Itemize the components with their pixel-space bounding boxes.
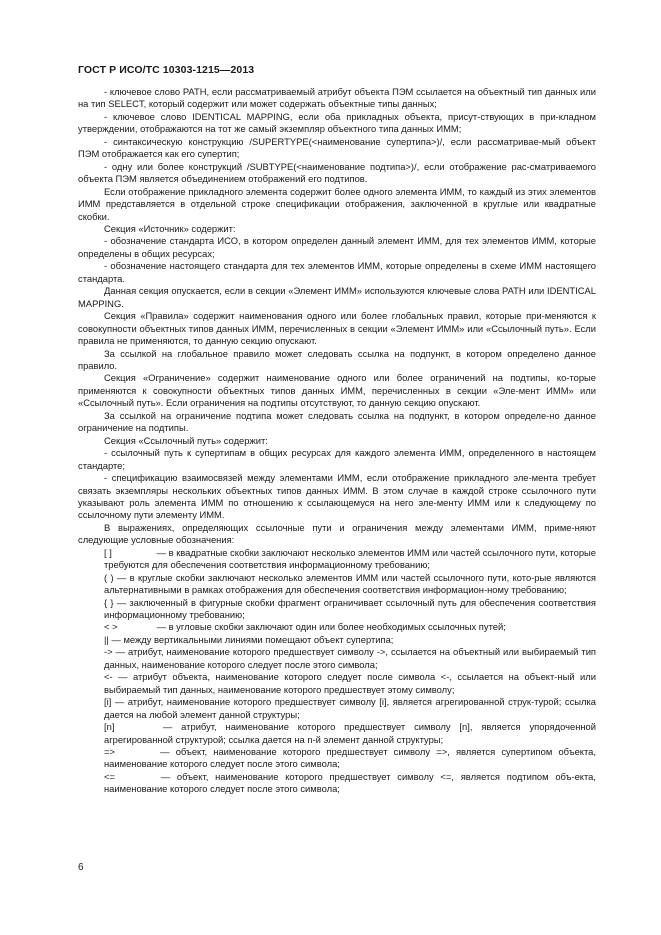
notation-text: — в круглые скобки заключают несколько элементов ИММ или частей ссылочного пути, кото-рые являются альтернативными в рамках отображения для обеспечения соответствия информацион-ному требованию; (104, 571, 596, 596)
paragraph: - обозначение настоящего стандарта для тех элементов ИММ, которые определены в схеме ИММ настоящего стандарта. (78, 260, 596, 284)
notation-row (78, 771, 596, 796)
page-header: ГОСТ Р ИСО/ТС 10303-1215—2013 (78, 64, 255, 76)
paragraph: Данная секция опускается, если в секции «Элемент ИММ» используются ключевые слова PATH или IDENTICAL MAPPING. (78, 285, 596, 309)
document-body (78, 86, 596, 796)
notation-text: — атрибут, наименование которого предшествует символу ->, ссылается на объектный или выбираемый тип данных, наименование которого следует после этого символа; (104, 646, 597, 670)
paragraph: Секция «Ссылочный путь» содержит: (104, 434, 268, 446)
notation-row (78, 634, 596, 646)
notation-text: — объект, наименование которого предшествует символу =>, является супертипом объекта, наименование которого следует после этого символа; (104, 746, 597, 770)
notation-symbol: <- (104, 671, 113, 683)
notation-symbol: <= (104, 770, 115, 782)
paragraph: - ссылочный путь к супертипам в общих ресурсах для каждого элемента ИММ, определенного в настоящем стандарте; (78, 447, 596, 471)
paragraph: - ключевое слово PATH, если рассматриваемый атрибут объекта ПЭМ ссылается на объектный тип данных или на тип SELECT, который содержит или может содержать объектные типы данных; (78, 86, 596, 110)
notation-text: — заключенный в фигурные скобки фрагмент ограничивает ссылочный путь для обеспечения соответствия информационному требованию; (104, 596, 597, 621)
notation-text: — объект, наименование которого предшествует символу <=, является подтипом объ-екта, наименование которого следует после этого символа; (104, 770, 596, 795)
notation-row (78, 721, 596, 746)
notation-symbol: [n] (104, 721, 115, 733)
notation-text: — атрибут, наименование которого предшествует символу [i], является агрегированной струк-турой; ссылка дается на любой элемент данной структуры; (104, 696, 596, 720)
paragraph: Секция «Правила» содержит наименования одного или более глобальных правил, которые при-меняются к совокупности объектных типов данных ИММ, перечисленных в секции «Элемент ИММ» или «Ссылочный путь». Если правила не применяются, то данную секцию опускают. (78, 310, 596, 347)
notation-row (78, 696, 596, 721)
paragraph: - спецификацию взаимосвязей между элементами ИММ, если отображение прикладного эле-мента требует связать экземпляры нескольких объектных типов данных ИММ. В этом случае в каждой строке ссылочного пути указывают роль элемента ИММ по отношению к ссылающемуся на него эле-менту ИММ или к следующему по ссылочному пути элементу ИММ. (78, 472, 596, 521)
notation-row (78, 547, 596, 572)
notation-row (78, 597, 596, 622)
paragraph: Секция «Источник» содержит: (104, 222, 236, 234)
paragraph: - синтаксическую конструкцию /SUPERTYPE(<наименование супертипа>)/, если рассматривае-мый объект ПЭМ отображается как его супертип; (78, 135, 596, 160)
notation-row (78, 746, 596, 771)
notation-symbol: [i] (104, 696, 112, 708)
notation-row (78, 572, 596, 597)
notation-text: — между вертикальными линиями помещают объект супертипа; (111, 633, 394, 645)
notation-text: — атрибут, наименование которого предшествует символу [n], является упорядоченной агрегированной структурой; ссылка дается на n-й элемент данной структуры; (104, 721, 597, 745)
notation-symbol: ( ) (104, 571, 114, 583)
notation-symbol: < > (104, 621, 118, 633)
notation-row (78, 646, 596, 671)
notation-text: — в угловые скобки заключают один или более необходимых ссылочных путей; (156, 621, 506, 633)
paragraph: Секция «Ограничение» содержит наименование одного или более ограничений на подтипы, ко-торые применяются к совокупности объектных типов данных ИММ, перечисленных в секции «Эле-мент ИММ» или «Ссылочный путь». Если ограничения на подтипы отсутствуют, то данную секцию опускают. (78, 372, 596, 409)
notation-symbol: { } (104, 596, 114, 608)
paragraph: Если отображение прикладного элемента содержит более одного элемента ИММ, то каждый из этих элементов ИММ представляется в отдельной строке спецификации отображения, заключенной в круглые или квадратные скобки. (78, 185, 596, 222)
paragraph: За ссылкой на глобальное правило может следовать ссылка на подпункт, в котором определено данное правило. (78, 347, 596, 371)
paragraph: - обозначение стандарта ИСО, в котором определен данный элемент ИММ, для тех элементов ИММ, которые определены в общих ресурсах; (78, 235, 596, 259)
notation-symbol: => (104, 746, 115, 758)
paragraph: За ссылкой на ограничение подтипа может следовать ссылка на подпункт, в котором определе-но данное ограничение на подтипы. (78, 409, 596, 434)
paragraph: В выражениях, определяющих ссылочные пути и ограничения между элементами ИММ, приме-няют следующие условные обозначения: (78, 521, 596, 546)
paragraph: - ключевое слово IDENTICAL MAPPING, если оба прикладных объекта, присут-ствующих в при-кладном утверждении, отображаются на тот же самый экземпляр объектного типа данных ИММ; (78, 110, 596, 135)
notation-row (78, 671, 596, 696)
notation-symbol: -> (104, 646, 113, 658)
notation-symbol: [ ] (104, 546, 112, 558)
notation-row (78, 621, 596, 633)
notation-symbol: || (104, 633, 109, 645)
page-number: 6 (78, 862, 84, 873)
notation-text: — атрибут объекта, наименование которого следует после символа <-, ссылается на объект-ный или выбираемый тип данных, наименование которого предшествует этому символу; (104, 671, 597, 695)
notation-text: — в квадратные скобки заключают несколько элементов ИММ или частей ссылочного пути, которые требуются для обеспечения соответствия информационному требованию; (104, 546, 597, 571)
paragraph: - одну или более конструкций /SUBTYPE(<наименование подтипа>)/, если отображение рас-сматриваемого объекта ПЭМ является объединением отображений его подтипов. (78, 160, 596, 185)
